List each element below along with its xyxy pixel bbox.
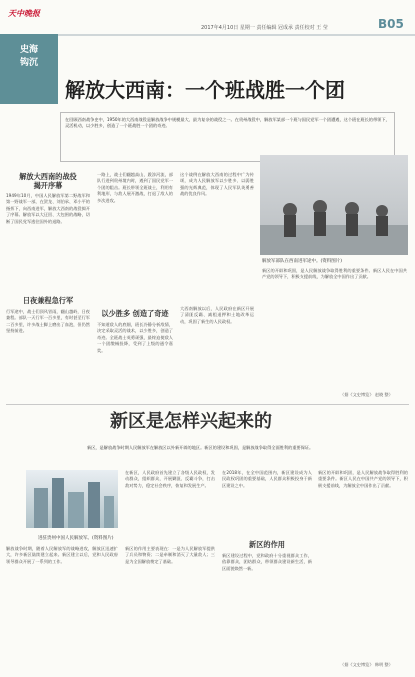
subhead-3: 以少胜多 创造了奇迹: [101, 309, 169, 318]
section-title-top: 史海: [19, 45, 38, 55]
newspaper-logo: 天中晚报: [8, 9, 40, 18]
header-divider: [0, 34, 415, 36]
subhead-2: 日夜兼程急行军: [22, 296, 74, 305]
credit-1: （据《文史博览》 赵晓 整）: [340, 392, 393, 397]
column-7-text: 新区的开辟和巩固，是人民解放战争取得胜利的重要条件。新区人民在中国共产党的领导下，积极支援前线，为解放全中国作出了贡献。: [262, 268, 407, 280]
photo-3-caption: 进驻贵州中国人民解放军。(资料图片): [38, 536, 114, 541]
column-4-text: 不知道敌人的底细，班长冷静分析敌情，决定采取灵活的战术，以少胜多，创造了奇迹。全班战士英勇顽强，最终迫使敌人一个团缴械投降，受到了上级的通令嘉奖。: [97, 322, 173, 353]
section-divider: [6, 404, 409, 405]
column-10-text: 新区的作用主要表现在：一是为人民解放军提供了兵员和物资；二是牵制和消灭了大量敌人；三是为全国解放奠定了基础。: [125, 546, 215, 564]
subhead-4: 新区的作用: [249, 540, 285, 549]
page-number: B05: [378, 17, 404, 31]
city-photo: [26, 470, 118, 528]
column-8-text: 解放战争时期，随着人民解放军的战略进攻，解放区迅速扩大，许多新区陆续建立起来。新区建立以后，党和人民政府领导群众开展了一系列的工作。: [6, 546, 118, 564]
issue-meta: 2017年4月10日 星期一 责任编辑 冠成承 责任校对 王 莹: [201, 25, 328, 31]
intro-box: 在回顾西南战争史中，1950年的大西南战役是解放战争中规模最大、最为复杂的战役之一。在贵州战役中，解放军某部一个班与国民党军一个团遭遇，这个班在班长的带领下，灵活机动，以少胜多，创造了一个班战胜一个团的奇迹。: [60, 112, 395, 162]
second-headline: 新区是怎样兴起来的: [110, 411, 272, 432]
second-intro: 新区，是解放战争时期人民解放军在解放区以外新开辟的地区。新区的建设和巩固，是解放战争取得全面胜利的重要保证。: [87, 445, 314, 450]
column-6-text: 大西南解放以后，人民政府在新区开展了清匪反霸、减租退押和土地改革运动，巩固了新生的人民政权。: [180, 306, 254, 324]
column-5-text: 这个战例在解放大西南的过程中广为传颂，成为人民解放军以少胜多、以弱胜强的光辉典范，体现了人民军队英勇善战的优良作风。: [180, 172, 254, 197]
city-photo-art: [26, 470, 118, 528]
column-3-text: 一路上，战士们翻越高山，跋涉河流，部队行进到贵州境内时，遇到了国民党军一个团的阻击。班长带领全班战士，利用有利地形，与敌人展开激战，打退了敌人的多次进攻。: [97, 172, 173, 203]
page-header: [0, 0, 415, 64]
photo-1-caption: 解放军部队在西南进军途中。(资料图片): [262, 259, 343, 264]
column-9-text: 在新区，人民政府首先建立了各级人民政权，发动群众，组织群众，开展剿匪、反霸斗争，打击敌对势力，稳定社会秩序，恢复和发展生产。: [125, 470, 215, 488]
section-title: [6, 44, 52, 70]
credit-2: （据《文史博览》 韩明 整）: [340, 662, 393, 667]
column-12-text: 新区建设过程中，党和政府十分重视群众工作，依靠群众，团结群众，带领群众建设新生活，新区面貌焕然一新。: [222, 553, 312, 571]
subhead-1: 解放大西南的战役 揭开序幕: [19, 172, 77, 190]
column-11-text: 在2018年，在全中国范围内，新区建设成为人民政权巩固的重要基础，人民群众积极投身于新区建设之中。: [222, 470, 312, 488]
section-title-bottom: 钩沉: [19, 58, 38, 68]
main-headline: 解放大西南：一个班战胜一个团: [65, 78, 345, 102]
soldiers-photo: [260, 155, 408, 255]
column-2-text: 行军途中，战士们顶风冒雨，翻山越岭，日夜兼程。部队一天行军一百多里，有时甚至行军二百多里，许多战士脚上磨出了血泡，但仍然坚持前进。: [6, 309, 90, 334]
column-13-text: 新区的开辟和巩固，是人民解放战争取得胜利的重要条件。新区人民在中国共产党的领导下，积极支援前线，为解放全中国作出了贡献。: [318, 470, 408, 488]
column-1-text: 1949年10月，中国人民解放军第二野战军和第一野战军一部，在贺龙、刘伯承、邓小平的指挥下，向西南进军，解放大西南的战役揭开了序幕。解放军以大迂回、大包围的战略，切断了国民党军逃往国外的退路。: [6, 193, 90, 224]
soldiers-photo-art: [260, 155, 408, 255]
